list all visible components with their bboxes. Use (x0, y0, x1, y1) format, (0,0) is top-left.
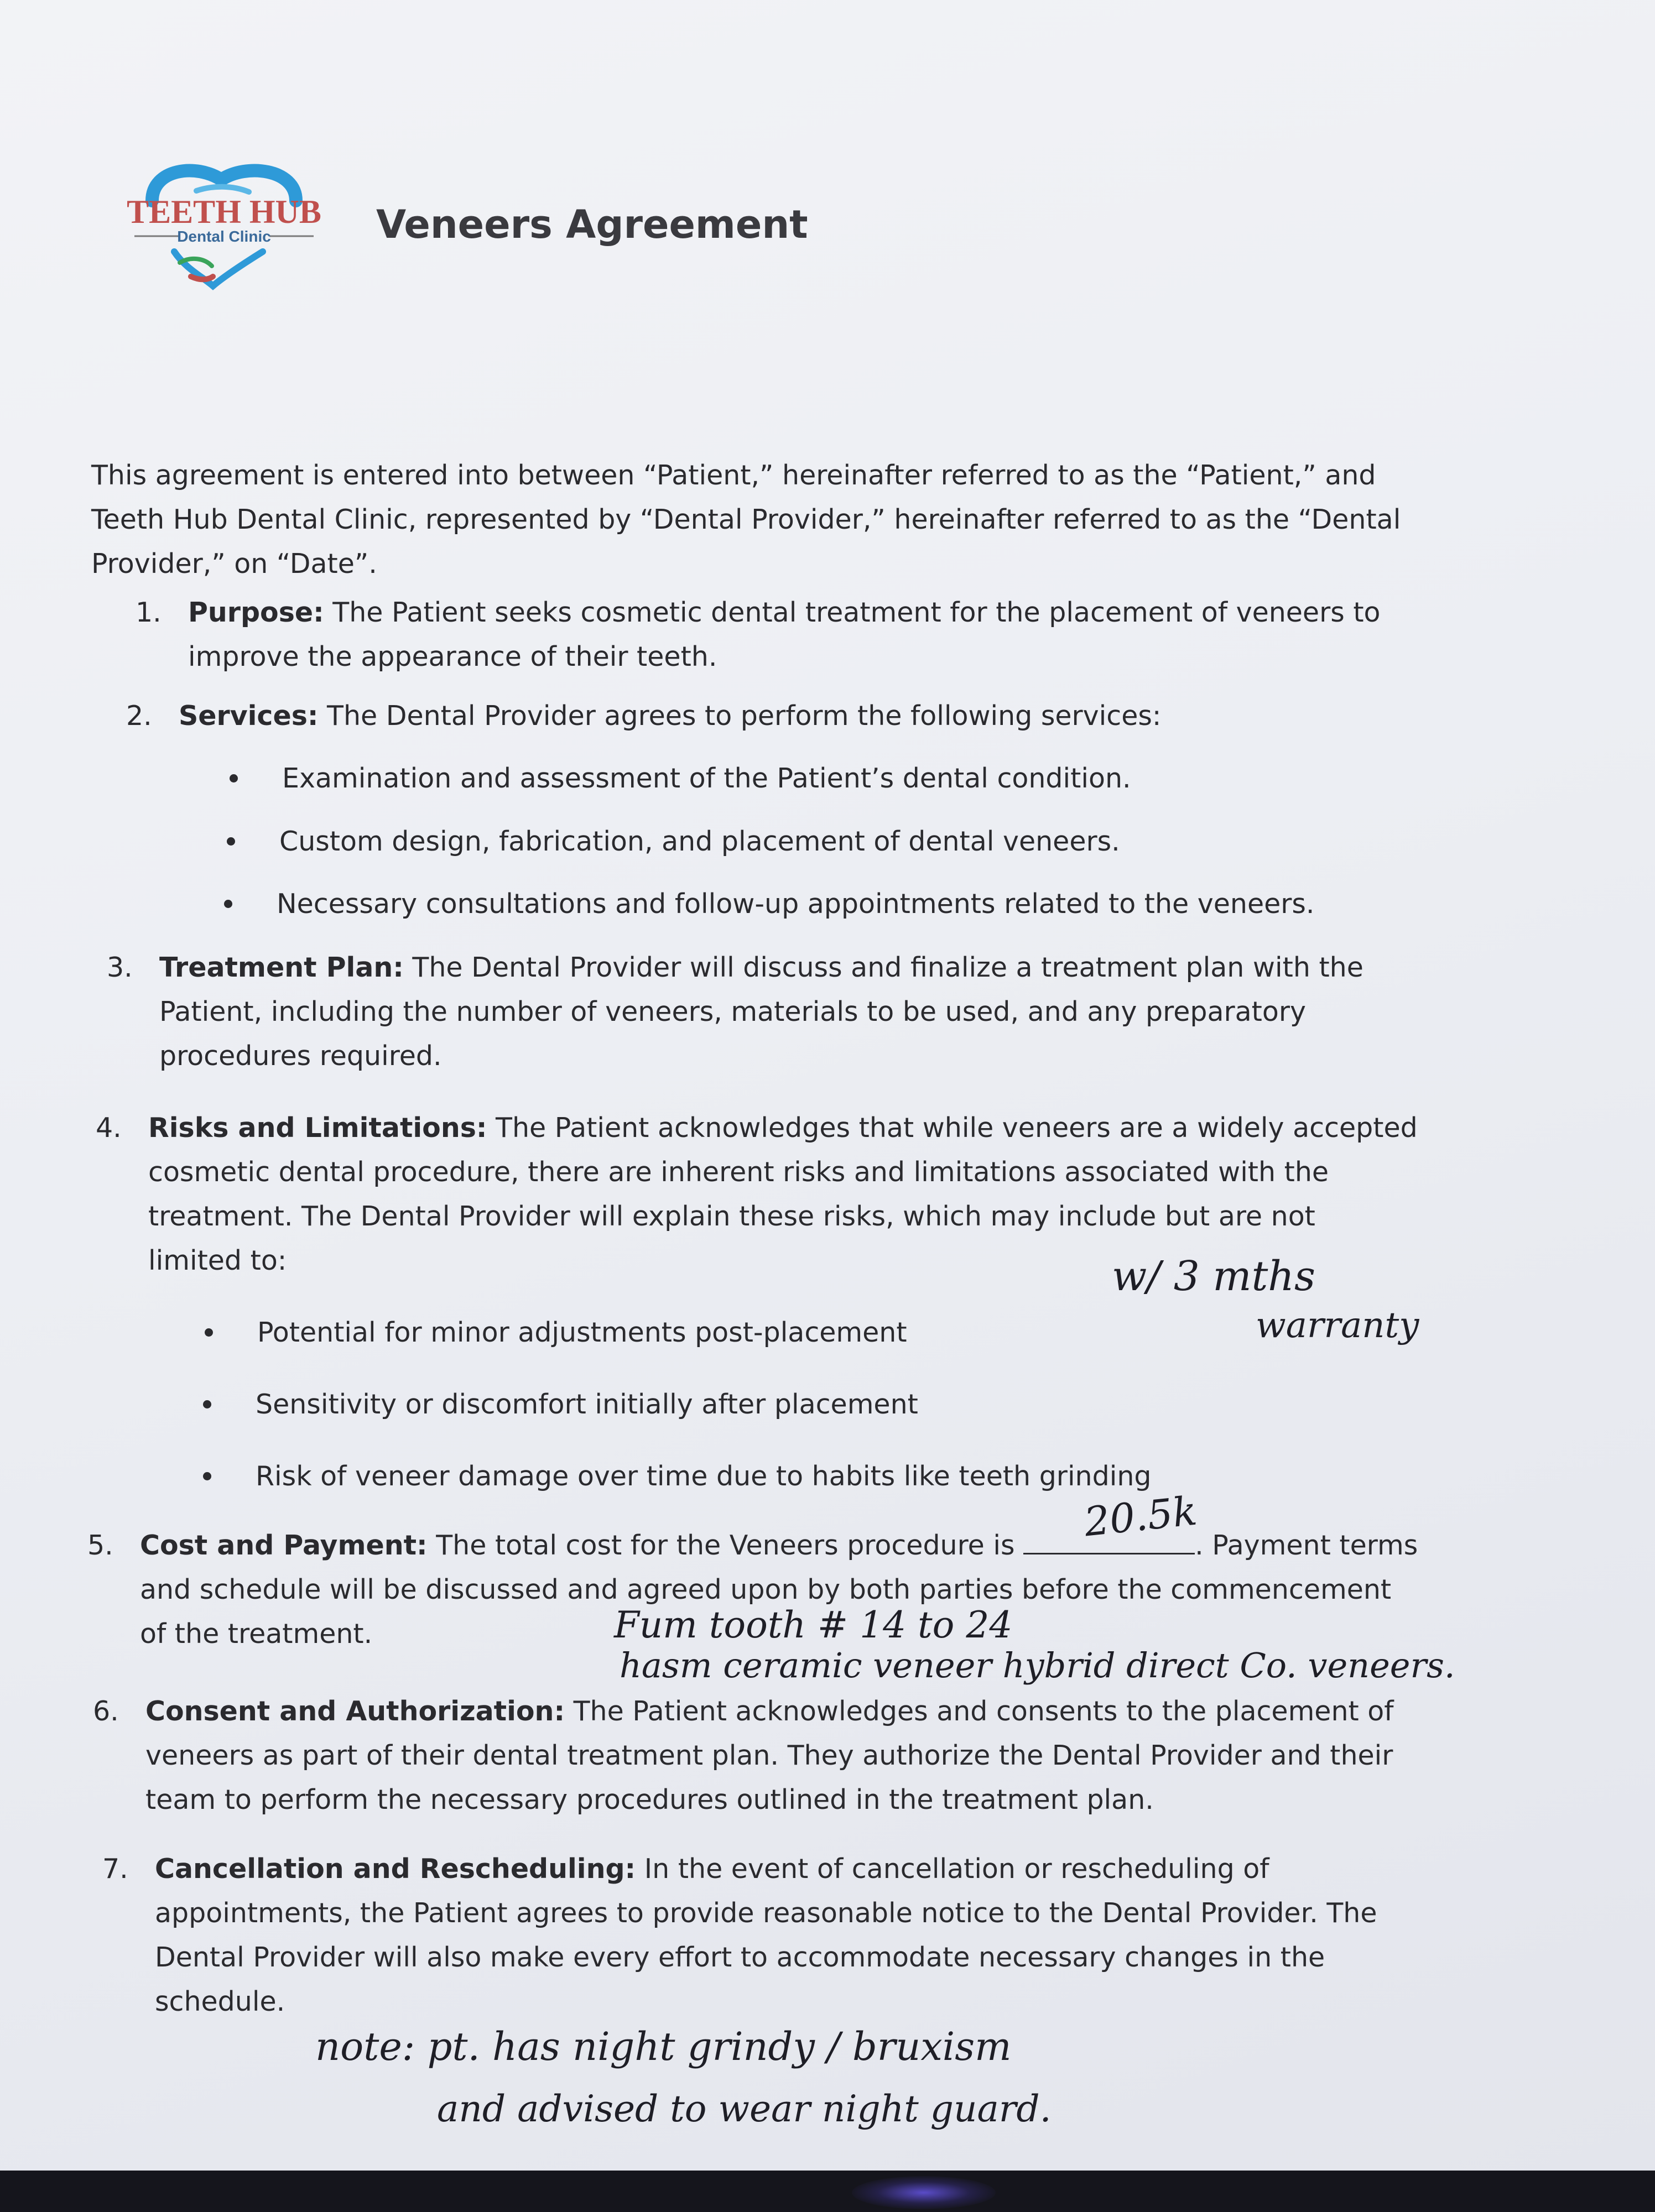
bullet-dot (203, 1400, 211, 1408)
section-text: procedures required. (159, 1040, 442, 1072)
section-text: limited to: (148, 1245, 287, 1276)
intro-line: Provider,” on “Date”. (91, 548, 377, 580)
handwritten-warranty: w/ 3 mths (1112, 1253, 1315, 1300)
bullet-dot (230, 774, 238, 782)
section-text: The Patient seeks cosmetic dental treatment for the placement of veneers to (324, 597, 1381, 628)
section-text: In the event of cancellation or rescheduling of (636, 1853, 1269, 1885)
section-text: The total cost for the Veneers procedure is (427, 1530, 1024, 1561)
tooth-logo-icon (113, 158, 335, 293)
section-text: improve the appearance of their teeth. (188, 641, 717, 672)
light-glow (852, 2176, 996, 2209)
section-heading: Cost and Payment: (140, 1530, 428, 1561)
bullet-dot (224, 900, 232, 908)
section-heading: Risks and Limitations: (148, 1112, 487, 1144)
bullet-dot (203, 1472, 211, 1480)
section-text: treatment. The Dental Provider will explain these risks, which may include but are not (148, 1201, 1315, 1232)
section-text: The Patient acknowledges that while veneers are a widely accepted (487, 1112, 1418, 1144)
section-number: 2. (126, 700, 152, 732)
handwritten-teeth-note: Fum tooth # 14 to 24 (614, 1604, 1013, 1646)
section-text: . Payment terms (1195, 1530, 1418, 1561)
handwritten-cost: 20.5k (1082, 1487, 1199, 1546)
section-heading: Services: (179, 700, 319, 732)
clinic-logo (113, 158, 335, 293)
section-text: team to perform the necessary procedures outlined in the treatment plan. (145, 1784, 1154, 1815)
logo-text: TEETH HUB (127, 194, 321, 230)
section-text: appointments, the Patient agrees to provide reasonable notice to the Dental Provider. The (155, 1897, 1377, 1929)
section-number: 4. (96, 1112, 122, 1144)
section-heading: Purpose: (188, 597, 324, 628)
section-text: The Patient acknowledges and consents to the placement of (565, 1695, 1394, 1727)
document-page: TEETH HUB Dental Clinic Veneers Agreement This agreement is entered into between “Patient,” hereinafter referred to as the “Patient,” and Teeth Hub Dental Clinic, represented by “Dental Provider,” hereinafter referred to as the “Dental Provider,” on “Date”. 1. Purpose: The Patient seeks cosmetic dental treatment for the placement of veneers to improve the appearance of their teeth. 2. Services: The Dental Provider agrees to perform the following services: Examination and assessment of the Patient’s dental condition. Custom design, fabrication, and placement of dental veneers. Necessary consultations and follow-up appointments related to the veneers. 3. Treatment Plan: The Dental Provider will discuss and finalize a treatment plan with the Patient, including the number of veneers, materials to be used, and any preparatory procedures required. 4. Risks and Limitations: The Patient acknowledges that while veneers are a widely accepted cosmetic dental procedure, there are inherent risks and limitations associated with the treatment. The Dental Provider will explain these risks, which may include but are not limited to: Potential for minor adjustments post-placement Sensitivity or discomfort initially after placement Risk of veneer damage over time due to habits like teeth grinding 5. Cost and Payment: The total cost for the Veneers procedure is . Payment terms and schedule will be discussed and agreed upon by both parties before the commencement of the treatment. 6. Consent and Authorization: The Patient acknowledges and consents to the placement of veneers as part of their dental treatment plan. They authorize the Dental Provider and their team to perform the necessary procedures outlined in the treatment plan. 7. Cancellation and Rescheduling: In the event of cancellation or rescheduling of appointments, the Patient agrees to provide reasonable notice to the Dental Provider. The Dental Provider will also make every effort to accommodate necessary changes in the schedule. w/ 3 mths warranty 20.5k Fum tooth # 14 to 24 hasm ceramic veneer hybrid direct Co. veneers. note: pt. has night grindy / bruxism and advised to wear night guard. (0, 0, 1655, 2171)
section-number: 3. (107, 952, 133, 983)
section-heading: Treatment Plan: (159, 952, 404, 983)
document-title: Veneers Agreement (376, 202, 808, 247)
section-text: cosmetic dental procedure, there are inherent risks and limitations associated with the (148, 1156, 1329, 1188)
section-text: of the treatment. (140, 1618, 373, 1650)
desk-background (0, 2171, 1655, 2212)
section-text: and schedule will be discussed and agreed upon by both parties before the commencement (140, 1574, 1392, 1605)
section-text: The Dental Provider agrees to perform the following services: (318, 700, 1162, 732)
section-number: 6. (93, 1695, 119, 1727)
section-text: schedule. (155, 1986, 285, 2017)
intro-line: Teeth Hub Dental Clinic, represented by “Dental Provider,” hereinafter referred to as the “Dental (91, 504, 1401, 535)
bullet-dot (227, 837, 235, 846)
section-text: Patient, including the number of veneers, materials to be used, and any preparatory (159, 996, 1307, 1027)
handwritten-note: and advised to wear night guard. (437, 2088, 1052, 2130)
section-text: veneers as part of their dental treatment plan. They authorize the Dental Provider and their (145, 1740, 1393, 1771)
bullet-dot (205, 1328, 213, 1337)
section-text: Dental Provider will also make every effort to accommodate necessary changes in the (155, 1942, 1325, 1973)
logo-subtext: Dental Clinic (177, 228, 271, 245)
intro-line: This agreement is entered into between “Patient,” hereinafter referred to as the “Patient,” and (91, 460, 1376, 491)
section-number: 1. (136, 597, 162, 628)
section-text: The Dental Provider will discuss and finalize a treatment plan with the (403, 952, 1363, 983)
handwritten-note: note: pt. has night grindy / bruxism (315, 2024, 1012, 2069)
handwritten-warranty: warranty (1256, 1305, 1419, 1346)
section-number: 5. (87, 1530, 113, 1561)
section-heading: Cancellation and Rescheduling: (155, 1853, 636, 1885)
section-heading: Consent and Authorization: (145, 1695, 565, 1727)
section-number: 7. (102, 1853, 128, 1885)
intro-paragraph (91, 453, 1419, 586)
handwritten-teeth-note: hasm ceramic veneer hybrid direct Co. veneers. (620, 1645, 1455, 1686)
